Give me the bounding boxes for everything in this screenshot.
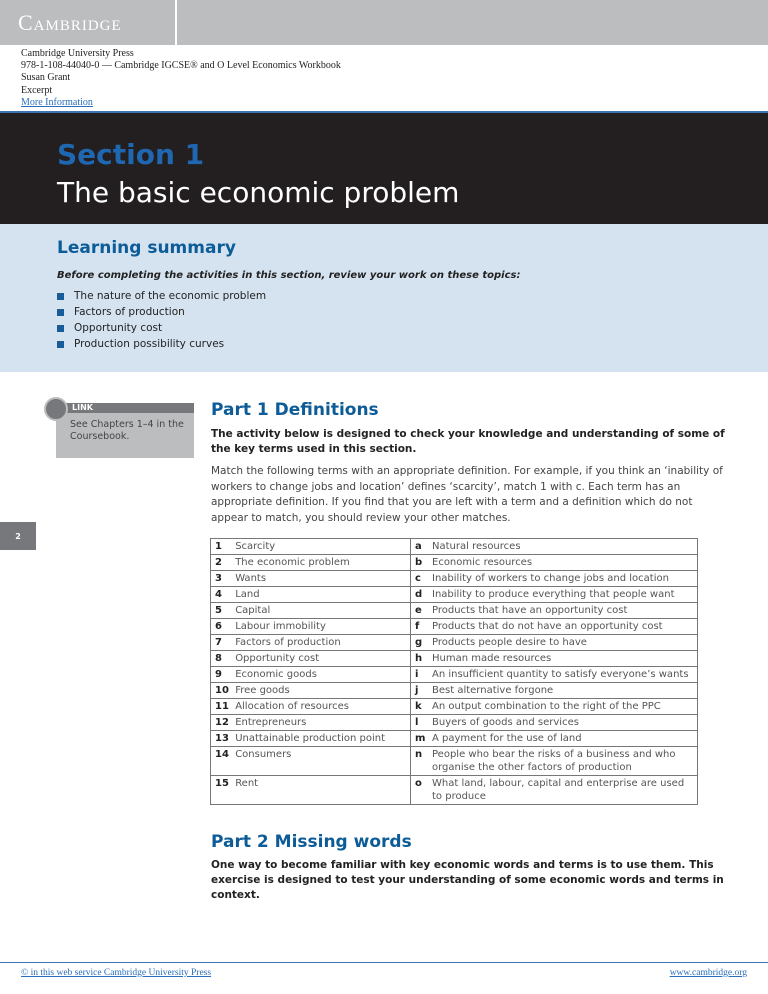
learning-summary: [0, 224, 768, 372]
definition-cell: [411, 747, 698, 776]
topic-label: Production possibility curves: [74, 338, 225, 350]
term: Free goods: [235, 685, 290, 696]
definition: A payment for the use of land: [432, 733, 582, 744]
more-information-link[interactable]: More Information: [21, 96, 93, 108]
table-row: [211, 555, 698, 571]
definition: People who bear the risks of a business and who organise the other factors of production: [432, 749, 676, 773]
table-row: [211, 635, 698, 651]
definition: An insufficient quantity to satisfy everyone’s wants: [432, 669, 689, 680]
definition-cell: [411, 776, 698, 805]
term-number: 4: [215, 589, 222, 600]
term-number: 5: [215, 605, 222, 616]
section-title: The basic economic problem: [57, 176, 460, 209]
term: Labour immobility: [235, 621, 326, 632]
isbn-title: 978-1-108-44040-0 — Cambridge IGCSE® and O Level Economics Workbook: [21, 60, 341, 72]
term-number: 3: [215, 573, 222, 584]
definition-letter: a: [415, 541, 422, 552]
definition-cell: [411, 683, 698, 699]
divider: [0, 962, 768, 963]
definition-letter: l: [415, 717, 419, 728]
term-cell: [211, 667, 411, 683]
definition: Best alternative forgone: [432, 685, 554, 696]
part2-heading: Part 2 Missing words: [211, 832, 412, 852]
section-header: [0, 113, 768, 224]
summary-intro: Before completing the activities in this section, review your work on these topics:: [57, 270, 521, 281]
definition: What land, labour, capital and enterprise are used to produce: [432, 778, 685, 802]
term-cell: [211, 776, 411, 805]
table-row: [211, 571, 698, 587]
definition: Products that do not have an opportunity cost: [432, 621, 663, 632]
book-meta: [21, 48, 341, 109]
section-number: Section 1: [57, 138, 205, 171]
table-row: [211, 683, 698, 699]
definition-cell: [411, 699, 698, 715]
table-row: [211, 539, 698, 555]
author: Susan Grant: [21, 72, 71, 84]
term-number: 1: [215, 541, 222, 552]
term: Consumers: [235, 749, 292, 760]
term: Opportunity cost: [235, 653, 320, 664]
list-item: [57, 288, 266, 304]
term-cell: [211, 571, 411, 587]
link-text: See Chapters 1–4 in the Coursebook.: [70, 419, 184, 442]
term-number: 8: [215, 653, 222, 664]
cambridge-logo: Cambridge: [18, 10, 122, 35]
definition-cell: [411, 587, 698, 603]
part2-lead: One way to become familiar with key economic words and terms is to use them. This exercise is designed to test your understanding of some economic words and terms in context.: [211, 859, 724, 901]
copyright-link[interactable]: © in this web service Cambridge University Press: [21, 968, 212, 978]
link-label: LINK: [56, 403, 194, 413]
definition-letter: k: [415, 701, 422, 712]
definition-letter: f: [415, 621, 420, 632]
term-cell: [211, 635, 411, 651]
table-row: [211, 699, 698, 715]
term-number: 2: [215, 557, 222, 568]
table-row: [211, 587, 698, 603]
definition-cell: [411, 603, 698, 619]
term-number: 6: [215, 621, 222, 632]
definition-letter: d: [415, 589, 423, 600]
table-row: [211, 731, 698, 747]
bullet-icon: [57, 325, 64, 332]
publisher: Cambridge University Press: [21, 48, 134, 59]
definition: Products people desire to have: [432, 637, 587, 648]
term: Rent: [235, 778, 259, 789]
term-number: 11: [215, 701, 229, 712]
term-cell: [211, 603, 411, 619]
term-cell: [211, 587, 411, 603]
term: Scarcity: [235, 541, 276, 552]
definition: Economic resources: [432, 557, 533, 568]
table-row: [211, 747, 698, 776]
term-cell: [211, 715, 411, 731]
term-number: 12: [215, 717, 229, 728]
term: Capital: [235, 605, 271, 616]
term-cell: [211, 619, 411, 635]
term-number: 14: [215, 749, 229, 760]
top-banner: [0, 0, 768, 45]
definition-cell: [411, 731, 698, 747]
table-row: [211, 715, 698, 731]
term-cell: [211, 651, 411, 667]
definition: An output combination to the right of the PPC: [432, 701, 661, 712]
term-cell: [211, 731, 411, 747]
list-item: [57, 336, 266, 352]
term: Wants: [235, 573, 267, 584]
excerpt-label: Excerpt: [21, 84, 53, 96]
term: Land: [235, 589, 260, 600]
link-icon: [44, 397, 68, 421]
definition: Products that have an opportunity cost: [432, 605, 628, 616]
table-row: [211, 776, 698, 805]
definition-cell: [411, 539, 698, 555]
term-number: 7: [215, 637, 222, 648]
bullet-icon: [57, 309, 64, 316]
bullet-icon: [57, 293, 64, 300]
definition: Natural resources: [432, 541, 521, 552]
page-number: 2: [0, 522, 36, 550]
table-row: [211, 651, 698, 667]
topic-label: Factors of production: [74, 306, 185, 318]
definition-letter: j: [415, 685, 419, 696]
definition-cell: [411, 651, 698, 667]
definition: Inability of workers to change jobs and location: [432, 573, 669, 584]
definition-letter: i: [415, 669, 419, 680]
definition-cell: [411, 667, 698, 683]
divider: [175, 0, 177, 45]
definition-cell: [411, 571, 698, 587]
term: Entrepreneurs: [235, 717, 307, 728]
bullet-icon: [57, 341, 64, 348]
definition-letter: c: [415, 573, 421, 584]
term: Allocation of resources: [235, 701, 349, 712]
term-cell: [211, 683, 411, 699]
definition-letter: e: [415, 605, 422, 616]
definition-letter: b: [415, 557, 423, 568]
definition-letter: m: [415, 733, 426, 744]
definition-letter: n: [415, 749, 423, 760]
topic-list: [57, 288, 266, 352]
definition-letter: g: [415, 637, 423, 648]
summary-heading: Learning summary: [57, 238, 236, 258]
definition: Human made resources: [432, 653, 552, 664]
part1-heading: Part 1 Definitions: [211, 400, 379, 420]
definition: Inability to produce everything that people want: [432, 589, 675, 600]
term: Unattainable production point: [235, 733, 386, 744]
definition: Buyers of goods and services: [432, 717, 579, 728]
definition-letter: h: [415, 653, 423, 664]
part1-instructions: Match the following terms with an appropriate definition. For example, if you think an ‘inability of workers to change jobs and location’ defines ‘scarcity’, match 1 with c. Each term has an appropriate definition. If you find that you are left with a term and a definition which do not appear to match, you should review your other matches.: [211, 465, 723, 524]
table-row: [211, 603, 698, 619]
topic-label: Opportunity cost: [74, 322, 163, 334]
list-item: [57, 304, 266, 320]
definition-letter: o: [415, 778, 422, 789]
topic-label: The nature of the economic problem: [74, 290, 267, 302]
term-number: 15: [215, 778, 229, 789]
term-number: 13: [215, 733, 229, 744]
table-row: [211, 667, 698, 683]
definition-cell: [411, 635, 698, 651]
definitions-table: [210, 538, 698, 805]
term: The economic problem: [235, 557, 350, 568]
link-box: [56, 403, 194, 458]
term-number: 10: [215, 685, 229, 696]
term-cell: [211, 539, 411, 555]
term-cell: [211, 699, 411, 715]
definition-cell: [411, 619, 698, 635]
term: Factors of production: [235, 637, 341, 648]
term: Economic goods: [235, 669, 317, 680]
part1-lead: The activity below is designed to check your knowledge and understanding of some of the key terms used in this section.: [211, 428, 725, 455]
website-link[interactable]: www.cambridge.org: [669, 968, 747, 978]
definition-cell: [411, 555, 698, 571]
term-cell: [211, 747, 411, 776]
list-item: [57, 320, 266, 336]
table-row: [211, 619, 698, 635]
definition-cell: [411, 715, 698, 731]
term-number: 9: [215, 669, 222, 680]
term-cell: [211, 555, 411, 571]
